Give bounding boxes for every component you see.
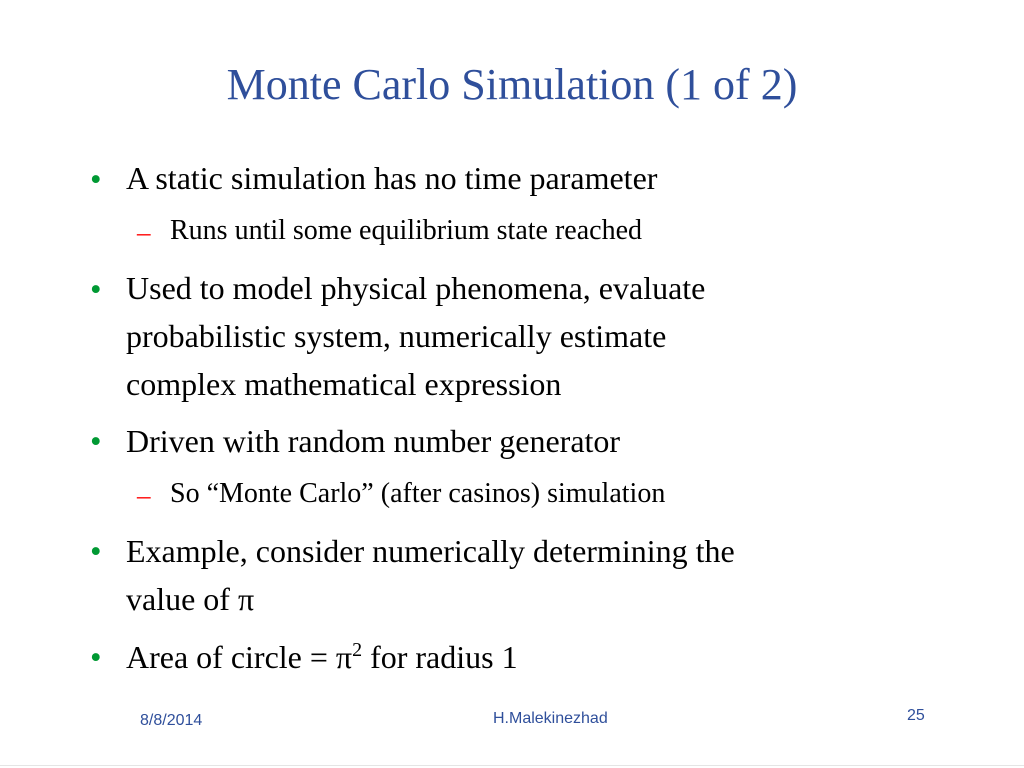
area-text-prefix: Area of circle = π [126, 639, 353, 675]
bullet-icon: • [90, 640, 102, 676]
bottom-divider [0, 765, 1024, 766]
area-text-suffix: for radius 1 [362, 639, 518, 675]
bullet-text: probabilistic system, numerically estimate [126, 318, 667, 354]
sub-bullet-text: So “Monte Carlo” (after casinos) simulation [170, 478, 666, 509]
bullet-text: Example, consider numerically determining the [126, 533, 735, 569]
footer-page-number: 25 [907, 707, 925, 724]
dash-icon: – [137, 217, 151, 247]
bullet-text: Driven with random number generator [126, 423, 621, 459]
bullet-text: complex mathematical expression [126, 366, 562, 402]
sub-bullet-text: Runs until some equilibrium state reached [170, 215, 643, 246]
bullet-text: Used to model physical phenomena, evaluate [126, 270, 706, 306]
footer-date: 8/8/2014 [140, 712, 203, 729]
bullet-text: value of π [126, 581, 255, 617]
bullet-icon: • [90, 272, 102, 308]
bullet-icon: • [90, 424, 102, 460]
slide-title: Monte Carlo Simulation (1 of 2) [226, 60, 798, 109]
dash-icon: – [137, 480, 151, 510]
bullet-text [126, 633, 906, 681]
bullet-text: A static simulation has no time parameter [126, 160, 658, 196]
bullet-icon: • [90, 162, 102, 198]
footer-author: H.Malekinezhad [493, 710, 608, 727]
superscript-two: 2 [352, 639, 363, 661]
bullet-icon: • [90, 534, 102, 570]
